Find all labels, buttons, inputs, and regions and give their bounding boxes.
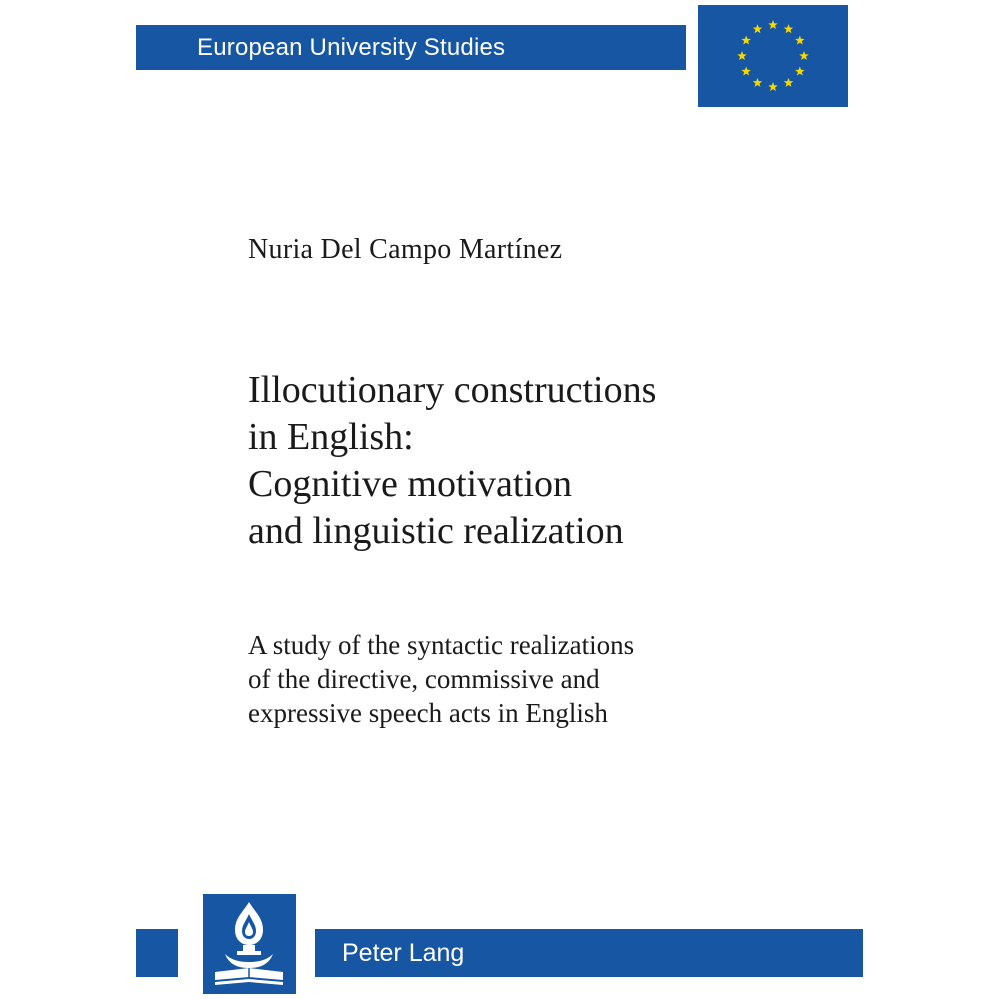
title-line: in English: bbox=[248, 416, 414, 458]
flag-star-icon bbox=[795, 67, 805, 76]
book-title bbox=[248, 367, 656, 555]
series-name: European University Studies bbox=[197, 33, 506, 61]
peter-lang-logo-icon bbox=[203, 894, 296, 994]
flag-star-icon bbox=[753, 78, 763, 87]
flag-star-icon bbox=[768, 82, 778, 91]
flag-star-icon bbox=[784, 78, 794, 87]
publisher-banner bbox=[315, 929, 863, 977]
subtitle-line: A study of the syntactic realizations bbox=[248, 630, 635, 660]
publisher-name: Peter Lang bbox=[342, 938, 465, 967]
author-name: Nuria Del Campo Martínez bbox=[248, 234, 563, 265]
subtitle-line: of the directive, commissive and bbox=[248, 664, 600, 694]
title-line: Illocutionary constructions bbox=[248, 369, 657, 411]
decorative-square bbox=[136, 929, 178, 977]
flag-star-icon bbox=[741, 67, 751, 76]
title-line: Cognitive motivation bbox=[248, 463, 573, 505]
eu-flag-icon bbox=[698, 5, 848, 107]
title-line: and linguistic realization bbox=[248, 510, 624, 552]
series-banner bbox=[136, 25, 686, 70]
book-subtitle bbox=[248, 628, 634, 730]
flag-star-icon bbox=[741, 36, 751, 45]
flag-star-icon bbox=[795, 36, 805, 45]
flag-star-icon bbox=[799, 51, 809, 60]
flag-star-icon bbox=[737, 51, 747, 60]
flag-star-icon bbox=[784, 24, 794, 33]
subtitle-line: expressive speech acts in English bbox=[248, 698, 608, 728]
flag-star-icon bbox=[768, 20, 778, 29]
flag-star-icon bbox=[753, 24, 763, 33]
